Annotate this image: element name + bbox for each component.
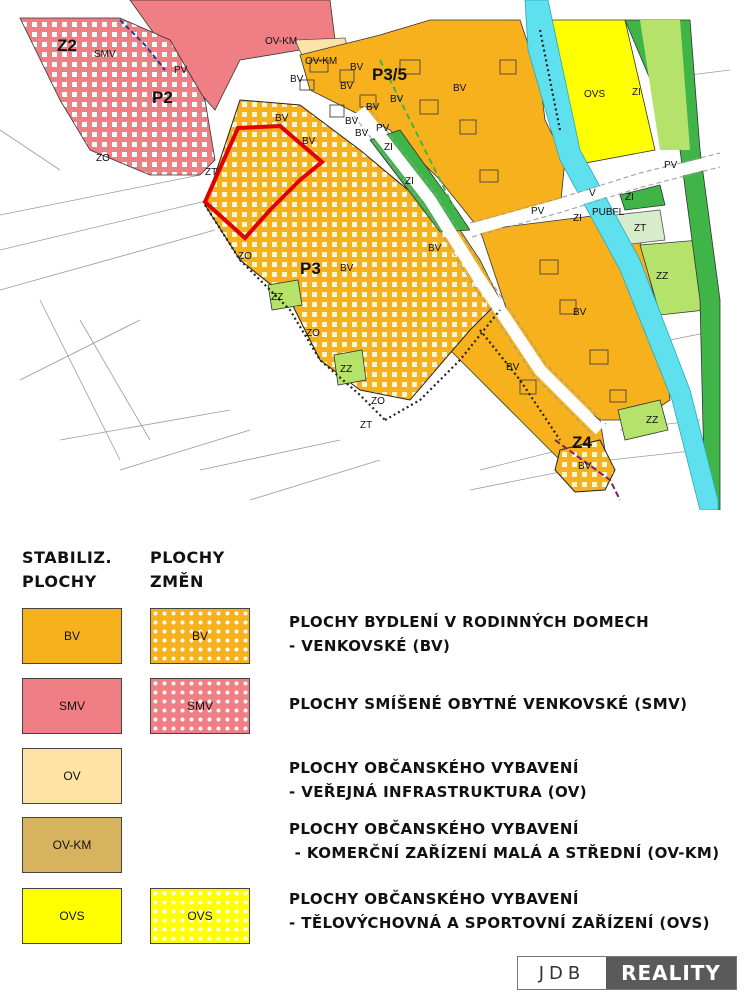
legend-code: SMV (186, 699, 213, 713)
legend-swatch-ov (22, 748, 122, 804)
map-label-v: V (589, 188, 596, 199)
legend-desc-line: - VENKOVSKÉ (BV) (289, 637, 451, 655)
legend-header-line: PLOCHY (150, 548, 225, 567)
map-label-ov-km: OV-KM (265, 36, 298, 47)
legend-desc-line: PLOCHY OBČANSKÉHO VYBAVENÍ (289, 820, 579, 838)
map-label-bv: BV (275, 113, 289, 124)
legend-swatch-ovs-change (150, 888, 250, 944)
legend-swatch-bv-change (150, 608, 250, 664)
map-label-pv: PV (531, 206, 545, 217)
legend-swatch-bv (22, 608, 122, 664)
map-label-zo: ZO (238, 251, 252, 262)
legend-code: OV-KM (52, 838, 92, 852)
map-label-zt: ZT (360, 420, 373, 431)
map-label-bv: BV (578, 461, 592, 472)
legend-desc-line: PLOCHY SMÍŠENÉ OBYTNÉ VENKOVSKÉ (SMV) (289, 695, 688, 713)
map-label-pubfl: PUBFL (592, 207, 625, 218)
map-label-bv: BV (355, 128, 369, 139)
legend-desc-smv (289, 692, 750, 716)
map-label-bv: BV (506, 362, 520, 373)
map-label-zi: ZI (625, 192, 634, 203)
map-label-pv: PV (664, 160, 678, 171)
map-label-pv: PV (376, 123, 390, 134)
legend-desc-ov (289, 756, 750, 804)
legend-swatch-ov-km (22, 817, 122, 873)
legend-swatch-ovs (22, 888, 122, 944)
legend-code: OV (63, 769, 81, 783)
map-label-bv: BV (340, 81, 354, 92)
map-label-smv: SMV (94, 49, 116, 60)
map-label-bv: BV (290, 74, 304, 85)
map-label-bv: BV (453, 83, 467, 94)
map-label-zi: ZI (573, 213, 582, 224)
legend-swatch-smv-change (150, 678, 250, 734)
map-label-zi: ZI (384, 142, 393, 153)
jdb-reality-logo (517, 956, 737, 990)
legend-desc-line: PLOCHY OBČANSKÉHO VYBAVENÍ (289, 890, 579, 908)
legend-header-stabilized (22, 546, 112, 594)
legend-swatch-smv (22, 678, 122, 734)
legend-code: OVS (187, 909, 213, 923)
legend-desc-line: - VEŘEJNÁ INFRASTRUKTURA (OV) (289, 783, 588, 801)
legend-desc-line: - TĚLOVÝCHOVNÁ A SPORTOVNÍ ZAŘÍZENÍ (OVS) (289, 914, 710, 932)
legend-header-line: STABILIZ. (22, 548, 113, 567)
map-label-bv: BV (345, 116, 359, 127)
map-label-zi: ZI (632, 87, 641, 98)
map-label-ov-km: OV-KM (305, 56, 338, 67)
area-label-p2: P2 (152, 88, 173, 107)
legend-code: OVS (59, 909, 85, 923)
area-label-z4: Z4 (572, 433, 592, 452)
legend-header-line: PLOCHY (22, 572, 97, 591)
map-label-zz: ZZ (646, 415, 659, 426)
legend-desc-line: PLOCHY OBČANSKÉHO VYBAVENÍ (289, 759, 579, 777)
map-label-zt: ZT (634, 223, 647, 234)
map-label-bv: BV (390, 94, 404, 105)
area-label-p3: P3 (300, 259, 321, 278)
map-label-ovs: OVS (584, 89, 606, 100)
map-label-zi: ZI (405, 176, 414, 187)
area-label-p3-5: P3/5 (372, 65, 407, 84)
logo-jdb: JDB (518, 957, 606, 989)
legend-code: BV (63, 629, 80, 643)
map-label-bv: BV (302, 136, 316, 147)
map-label-bv: BV (366, 102, 380, 113)
map-label-zo: ZO (371, 396, 385, 407)
map-label-bv: BV (350, 62, 364, 73)
area-label-z2: Z2 (57, 36, 77, 55)
legend-desc-bv (289, 610, 750, 658)
legend-header-changes (150, 546, 225, 594)
legend-desc-line: - KOMERČNÍ ZAŘÍZENÍ MALÁ A STŘEDNÍ (OV-KM) (289, 844, 720, 862)
map-label-bv: BV (428, 243, 442, 254)
map-label-zz: ZZ (340, 364, 353, 375)
map-label-bv: BV (573, 307, 587, 318)
logo-reality: REALITY (606, 957, 736, 989)
map-label-zt: ZT (205, 167, 218, 178)
map-label-zo: ZO (96, 153, 110, 164)
legend-header-line: ZMĚN (150, 572, 204, 591)
map-label-bv: BV (340, 263, 354, 274)
map-label-zz: ZZ (656, 271, 669, 282)
map-label-zz: ZZ (271, 292, 284, 303)
map-label-zo: ZO (306, 328, 320, 339)
legend-desc-line: PLOCHY BYDLENÍ V RODINNÝCH DOMECH (289, 613, 650, 631)
legend-desc-ov-km (289, 817, 750, 865)
legend-code: SMV (58, 699, 85, 713)
legend-desc-ovs (289, 887, 750, 935)
map-label-pv: PV (174, 65, 188, 76)
legend-code: BV (191, 629, 208, 643)
